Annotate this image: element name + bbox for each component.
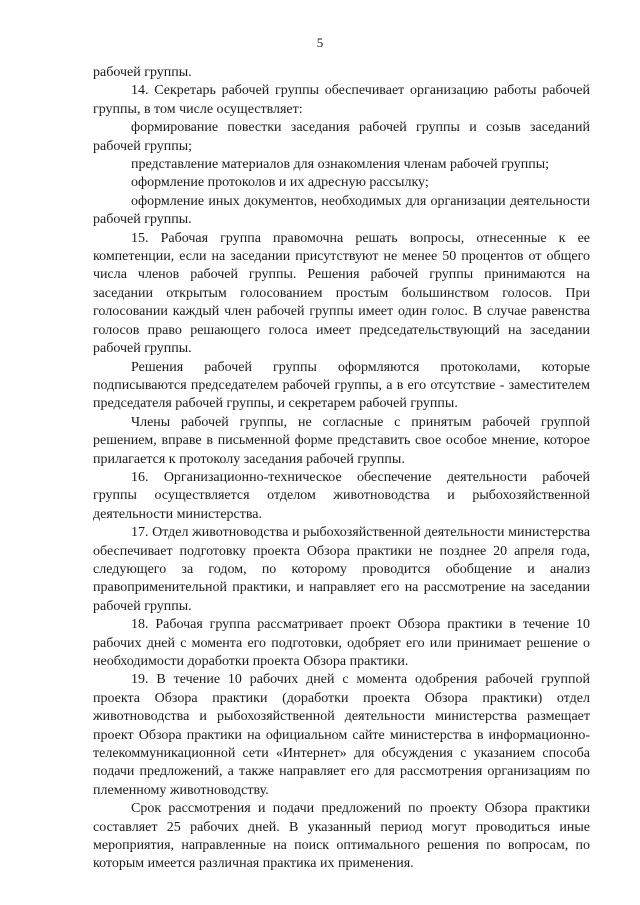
paragraph-secretary-duty-3: оформление протоколов и их адресную рассылку;	[131, 175, 429, 191]
paragraph-item-16: 16. Организационно-техническое обеспечение деятельности рабочей группы осуществляется отделом животноводства и рыбохозяйственной деятельности министерства.	[93, 469, 590, 522]
paragraph-item-18: 18. Рабочая группа рассматривает проект Обзора практики в течение 10 рабочих дней с момента его подготовки, одобряет его или принимает решение о необходимости доработки проекта Обзора практики.	[93, 617, 590, 669]
paragraph-secretary-duty-4: оформление иных документов, необходимых для организации деятельности рабочей группы.	[93, 193, 590, 228]
paragraph-continuation: рабочей группы.	[93, 65, 192, 80]
paragraph-item-14: 14. Секретарь рабочей группы обеспечивает организацию работы рабочей группы, в том числе осуществляет:	[93, 83, 590, 117]
document-body	[93, 64, 590, 874]
page-number: 5	[316, 35, 324, 50]
paragraph-dissent: Члены рабочей группы, не согласные с принятым рабочей группой решением, вправе в письменной форме представить свое особое мнение, которое прилагается к протоколу заседания рабочей группы.	[93, 414, 590, 467]
paragraph-secretary-duty-2: представление материалов для ознакомления членам рабочей группы;	[131, 157, 550, 173]
paragraph-item-19: 19. В течение 10 рабочих дней с момента одобрения рабочей группой проекта Обзора практики (доработки проекта Обзора практики) отдел животноводства и рыбохозяйственной деятельности министерства размещает проект Обзора практики на официальном сайте министерства в информационно-телекоммуникационной сети «Интернет» для обсуждения с указанием способа подачи предложений, а также направляет его для рассмотрения организациям по племенному животноводству.	[93, 672, 590, 798]
paragraph-decisions: Решения рабочей группы оформляются протоколами, которые подписываются председателем рабочей группы, а в его отсутствие - заместителем председателя рабочей группы, и секретарем рабочей группы.	[93, 359, 590, 412]
paragraph-item-15: 15. Рабочая группа правомочна решать вопросы, отнесенные к ее компетенции, если на заседании присутствуют не менее 50 процентов от общего числа членов рабочей группы. Решения рабочей группы принимаются на заседании открытым голосованием простым большинством голосов. При голосовании каждый член рабочей группы имеет один голос. В случае равенства голосов право решающего голоса имеет председательствующий на заседании рабочей группы.	[93, 230, 590, 357]
paragraph-secretary-duty-1: формирование повестки заседания рабочей группы и созыв заседаний рабочей группы;	[93, 120, 590, 154]
paragraph-review-period: Срок рассмотрения и подачи предложений по проекту Обзора практики составляет 25 рабочих дней. В указанный период могут проводиться иные мероприятия, направленные на поиск оптимального решения по вопросам, по которым имеется различная практика их применения.	[93, 801, 590, 872]
paragraph-item-17: 17. Отдел животноводства и рыбохозяйственной деятельности министерства обеспечивает подготовку проекта Обзора практики не позднее 20 апреля года, следующего за годом, по которому проводится обобщение и анализ правоприменительной практики, и направляет его на рассмотрение на заседании рабочей группы.	[93, 525, 590, 614]
